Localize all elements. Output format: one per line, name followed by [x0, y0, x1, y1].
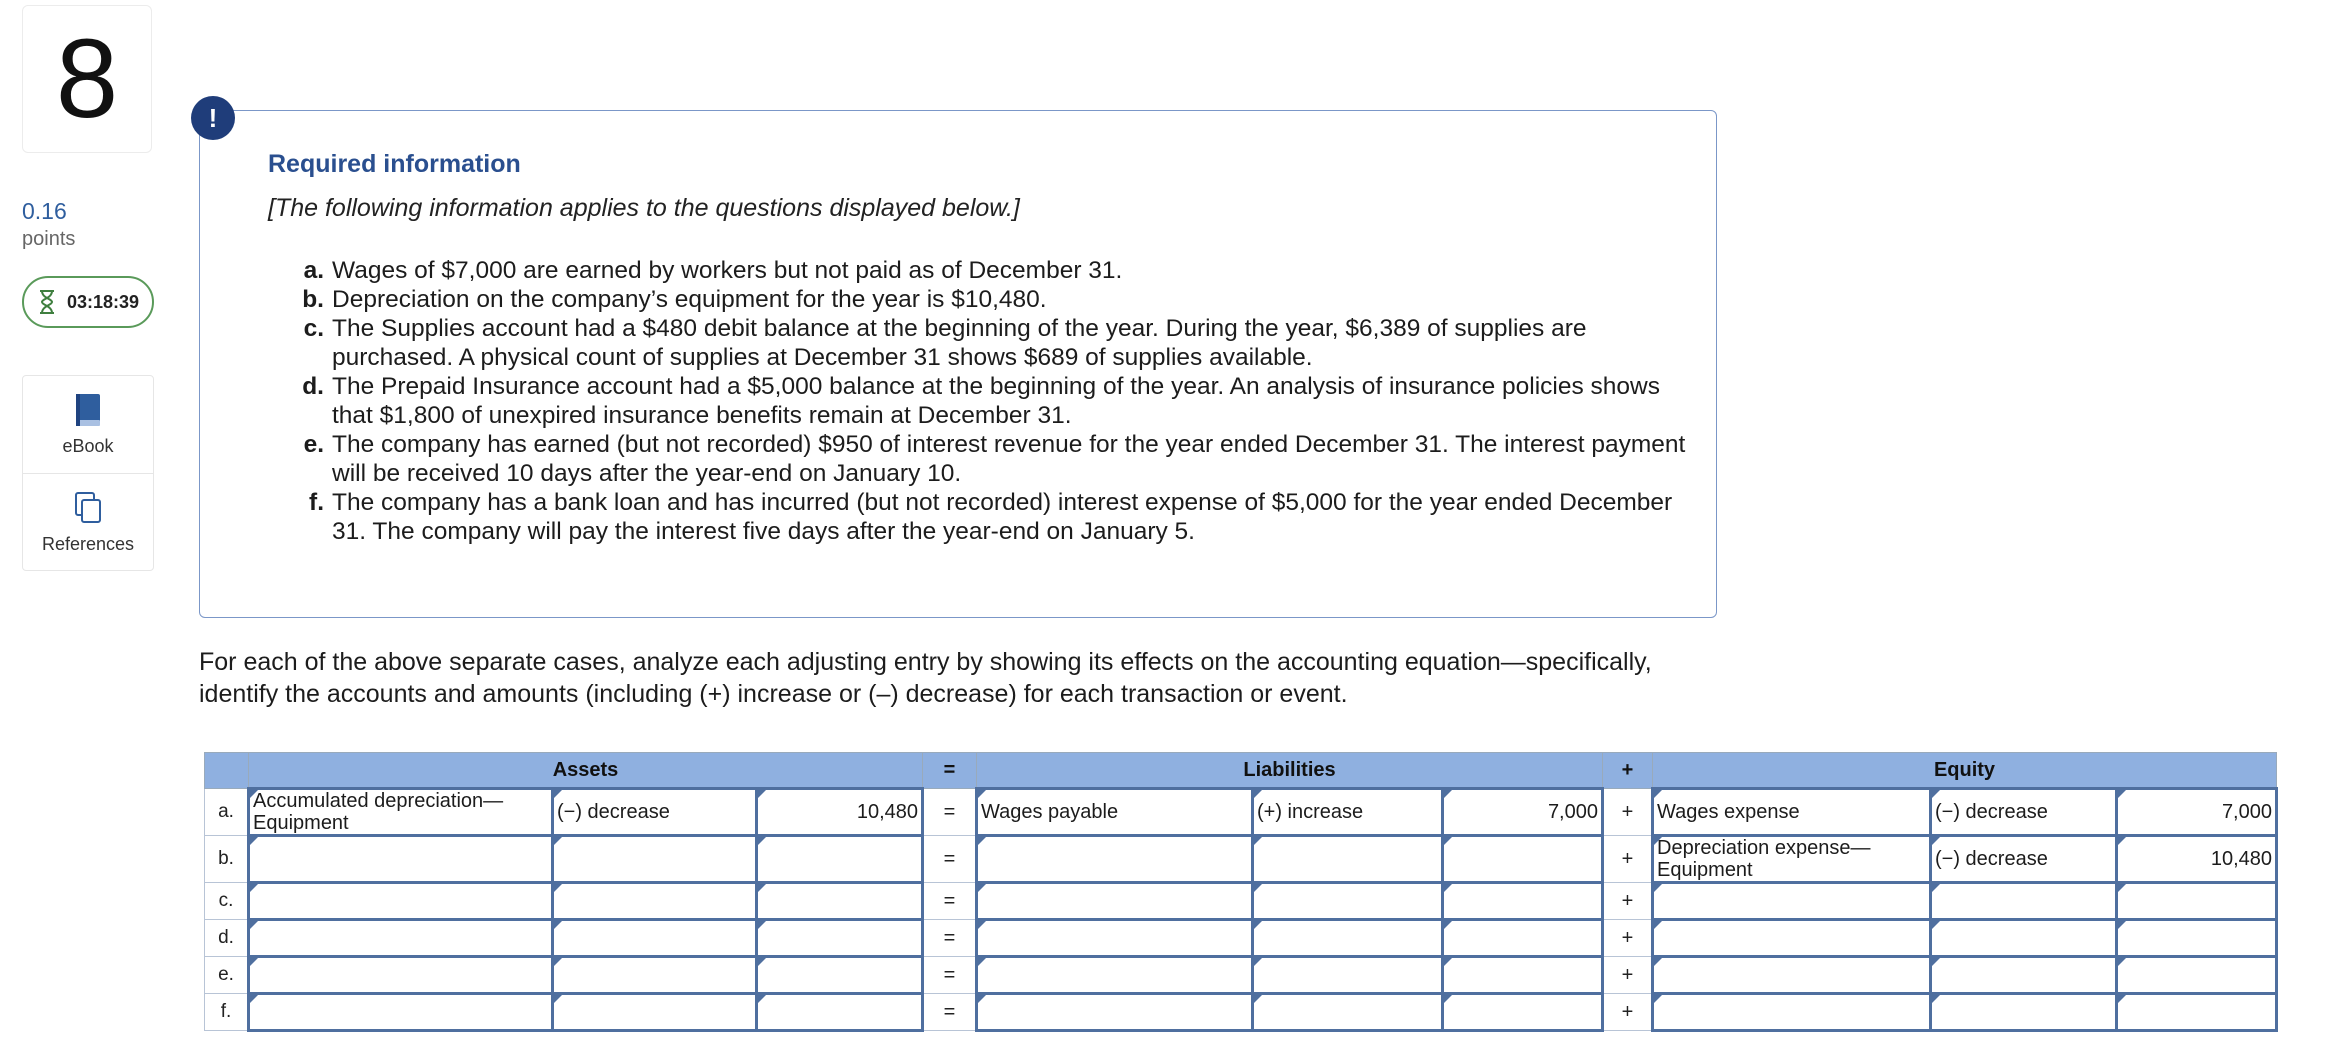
case-item [290, 488, 1690, 546]
case-text: Wages of $7,000 are earned by workers but not paid as of December 31. [332, 257, 1123, 284]
plus-sign: + [1603, 920, 1653, 957]
case-letter: e. [303, 431, 324, 458]
references-button[interactable] [23, 473, 153, 571]
case-item [290, 372, 1690, 430]
assets-account-input[interactable] [249, 957, 553, 994]
plus-sign: + [1603, 836, 1653, 883]
required-info-subtitle: [The following information applies to the questions displayed below.] [268, 194, 1020, 222]
equity-direction-input[interactable] [1931, 883, 2117, 920]
plus-sign: + [1603, 957, 1653, 994]
case-letter: b. [302, 286, 324, 313]
plus-sign: + [1603, 883, 1653, 920]
instructions-text: For each of the above separate cases, analyze each adjusting entry by showing its effects on the accounting equation—specifically, identify the accounts and amounts (including (+) increase or (–) decrease) for each transaction or event. [199, 648, 1652, 708]
copy-icon [72, 490, 104, 526]
assets-account-input[interactable]: Accumulated depreciation—Equipment [249, 789, 553, 836]
liabilities-direction-input[interactable] [1253, 920, 1443, 957]
assets-account-input[interactable] [249, 994, 553, 1031]
liabilities-account-input[interactable] [977, 920, 1253, 957]
hourglass-icon [37, 289, 57, 315]
table-row [205, 789, 2277, 836]
timer-text: 03:18:39 [66, 291, 140, 312]
equals-sign: = [923, 883, 977, 920]
assets-amount-input[interactable] [757, 957, 923, 994]
case-item [290, 285, 1690, 314]
case-item [290, 256, 1690, 285]
assets-direction-input[interactable]: (−) decrease [553, 789, 757, 836]
plus-sign: + [1603, 994, 1653, 1031]
row-letter: c. [205, 883, 249, 920]
equity-amount-input[interactable] [2117, 957, 2277, 994]
liabilities-direction-input[interactable] [1253, 883, 1443, 920]
assets-account-input[interactable] [249, 883, 553, 920]
equity-amount-input[interactable]: 7,000 [2117, 789, 2277, 836]
liabilities-account-input[interactable] [977, 883, 1253, 920]
tools-panel [22, 375, 154, 571]
references-label: References [41, 534, 135, 554]
equity-amount-input[interactable] [2117, 994, 2277, 1031]
case-text: The company has a bank loan and has incurred (but not recorded) interest expense of $5,000 for the year ended December 31. The company will pay the interest five days after the year-end on January 5. [332, 489, 1673, 545]
row-letter: f. [205, 994, 249, 1031]
case-text: The Supplies account had a $480 debit balance at the beginning of the year. During the year, $6,389 of supplies are purchased. A physical count of supplies at December 31 shows $689 of supplies available. [332, 315, 1587, 371]
case-text: Depreciation on the company’s equipment for the year is $10,480. [332, 286, 1047, 313]
table-row [205, 920, 2277, 957]
liabilities-amount-input[interactable] [1443, 883, 1603, 920]
equity-amount-input[interactable] [2117, 883, 2277, 920]
accounting-equation-table [204, 752, 2278, 1032]
assets-amount-input[interactable] [757, 883, 923, 920]
equity-account-input[interactable] [1653, 994, 1931, 1031]
equity-account-input[interactable] [1653, 920, 1931, 957]
case-item [290, 314, 1690, 372]
liabilities-direction-input[interactable] [1253, 994, 1443, 1031]
case-text: The company has earned (but not recorded) $950 of interest revenue for the year ended December 31. The interest payment will be received 10 days after the year-end on January 10. [332, 431, 1686, 487]
plus-sign: + [1603, 789, 1653, 836]
book-icon [72, 392, 104, 428]
required-info-title: Required information [268, 150, 521, 178]
case-letter: a. [303, 257, 324, 284]
points-label: points [22, 228, 76, 250]
equals-sign: = [923, 920, 977, 957]
ebook-button[interactable] [23, 376, 153, 473]
header-assets: Assets [249, 753, 923, 789]
assets-direction-input[interactable] [553, 994, 757, 1031]
row-letter: a. [205, 789, 249, 836]
assets-amount-input[interactable]: 10,480 [757, 789, 923, 836]
liabilities-account-input[interactable] [977, 957, 1253, 994]
equity-account-input[interactable]: Depreciation expense—Equipment [1653, 836, 1931, 883]
row-letter: d. [205, 920, 249, 957]
equity-account-input[interactable] [1653, 957, 1931, 994]
equity-amount-input[interactable] [2117, 920, 2277, 957]
assets-account-input[interactable] [249, 836, 553, 883]
header-liabilities: Liabilities [977, 753, 1603, 789]
header-plus: + [1603, 753, 1653, 789]
equals-sign: = [923, 957, 977, 994]
timer[interactable] [22, 276, 154, 328]
alert-icon: ! [191, 96, 235, 140]
liabilities-amount-input[interactable] [1443, 836, 1603, 883]
case-text: The Prepaid Insurance account had a $5,000 balance at the beginning of the year. An analysis of insurance policies shows that $1,800 of unexpired insurance benefits remain at December 31. [332, 373, 1660, 429]
equity-account-input[interactable]: Wages expense [1653, 789, 1931, 836]
equity-direction-input[interactable] [1931, 994, 2117, 1031]
equity-account-input[interactable] [1653, 883, 1931, 920]
equity-direction-input[interactable]: (−) decrease [1931, 836, 2117, 883]
assets-direction-input[interactable] [553, 957, 757, 994]
liabilities-direction-input[interactable] [1253, 836, 1443, 883]
assets-amount-input[interactable] [757, 920, 923, 957]
table-row [205, 957, 2277, 994]
liabilities-amount-input[interactable] [1443, 994, 1603, 1031]
assets-direction-input[interactable] [553, 883, 757, 920]
liabilities-account-input[interactable]: Wages payable [977, 789, 1253, 836]
assets-direction-input[interactable] [553, 920, 757, 957]
case-item [290, 430, 1690, 488]
case-letter: d. [302, 373, 324, 400]
question-number: 8 [22, 5, 152, 153]
assets-direction-input[interactable] [553, 836, 757, 883]
assets-amount-input[interactable] [757, 994, 923, 1031]
table-row [205, 836, 2277, 883]
table-row [205, 994, 2277, 1031]
case-letter: c. [303, 315, 324, 342]
ebook-label: eBook [62, 436, 114, 456]
row-letter: b. [205, 836, 249, 883]
points-value: 0.16 [22, 198, 67, 224]
liabilities-amount-input[interactable] [1443, 920, 1603, 957]
equity-amount-input[interactable]: 10,480 [2117, 836, 2277, 883]
equity-direction-input[interactable] [1931, 957, 2117, 994]
header-blank [205, 753, 249, 789]
equity-direction-input[interactable]: (−) decrease [1931, 789, 2117, 836]
liabilities-account-input[interactable] [977, 994, 1253, 1031]
case-list [290, 256, 1690, 546]
liabilities-account-input[interactable] [977, 836, 1253, 883]
table-row [205, 883, 2277, 920]
liabilities-direction-input[interactable] [1253, 957, 1443, 994]
equals-sign: = [923, 789, 977, 836]
row-letter: e. [205, 957, 249, 994]
liabilities-amount-input[interactable]: 7,000 [1443, 789, 1603, 836]
header-equals: = [923, 753, 977, 789]
equals-sign: = [923, 994, 977, 1031]
case-letter: f. [309, 489, 324, 516]
equals-sign: = [923, 836, 977, 883]
header-equity: Equity [1653, 753, 2277, 789]
equity-direction-input[interactable] [1931, 920, 2117, 957]
assets-account-input[interactable] [249, 920, 553, 957]
liabilities-amount-input[interactable] [1443, 957, 1603, 994]
liabilities-direction-input[interactable]: (+) increase [1253, 789, 1443, 836]
assets-amount-input[interactable] [757, 836, 923, 883]
